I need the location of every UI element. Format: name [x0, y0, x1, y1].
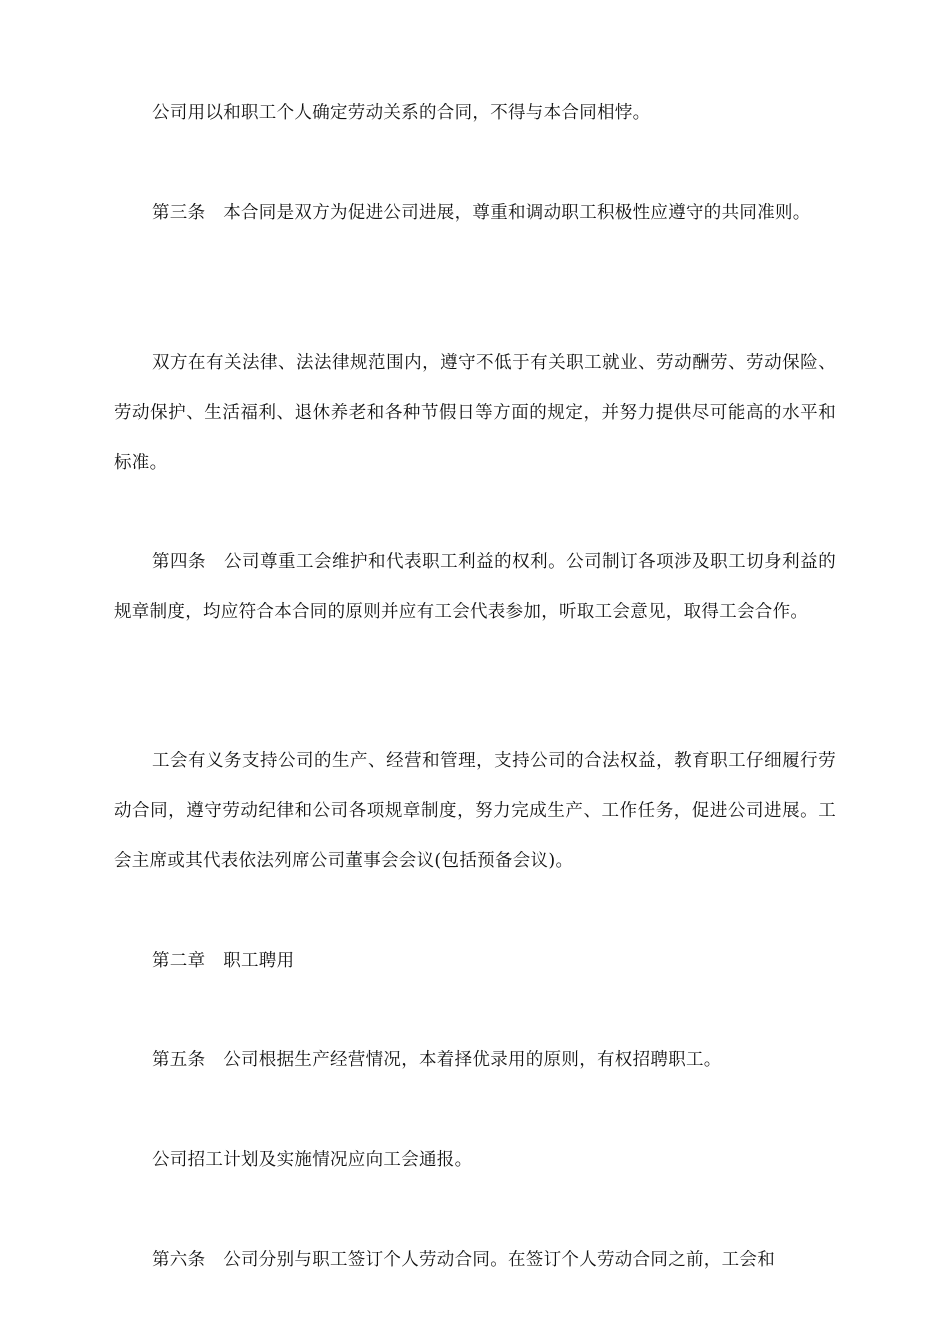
paragraph-union-duties: 工会有义务支持公司的生产、经营和管理，支持公司的合法权益，教育职工仔细履行劳动合同，遵守劳动纪律和公司各项规章制度，努力完成生产、工作任务，促进公司进展。工会主席或其代表依法列席公司董事会会议(包括预备会议)。 [114, 751, 836, 871]
paragraph-contract-conformity: 公司用以和职工个人确定劳动关系的合同，不得与本合同相悖。 [152, 103, 651, 123]
paragraph-article-4: 第四条 公司尊重工会维护和代表职工利益的权利。公司制订各项涉及职工切身利益的规章制度，均应符合本合同的原则并应有工会代表参加，听取工会意见，取得工会合作。 [114, 552, 836, 622]
chapter-2-heading: 第二章 职工聘用 [152, 951, 295, 971]
paragraph-article-3: 第三条 本合同是双方为促进公司进展，尊重和调动职工积极性应遵守的共同准则。 [152, 203, 811, 223]
paragraph-article-5: 第五条 公司根据生产经营情况，本着择优录用的原则，有权招聘职工。 [152, 1050, 722, 1070]
paragraph-article-6: 第六条 公司分别与职工签订个人劳动合同。在签订个人劳动合同之前，工会和 [152, 1250, 775, 1270]
paragraph-legal-standards: 双方在有关法律、法法律规范围内，遵守不低于有关职工就业、劳动酬劳、劳动保险、劳动保护、生活福利、退休养老和各种节假日等方面的规定，并努力提供尽可能高的水平和标准。 [114, 353, 836, 473]
paragraph-hiring-plan: 公司招工计划及实施情况应向工会通报。 [152, 1150, 473, 1170]
